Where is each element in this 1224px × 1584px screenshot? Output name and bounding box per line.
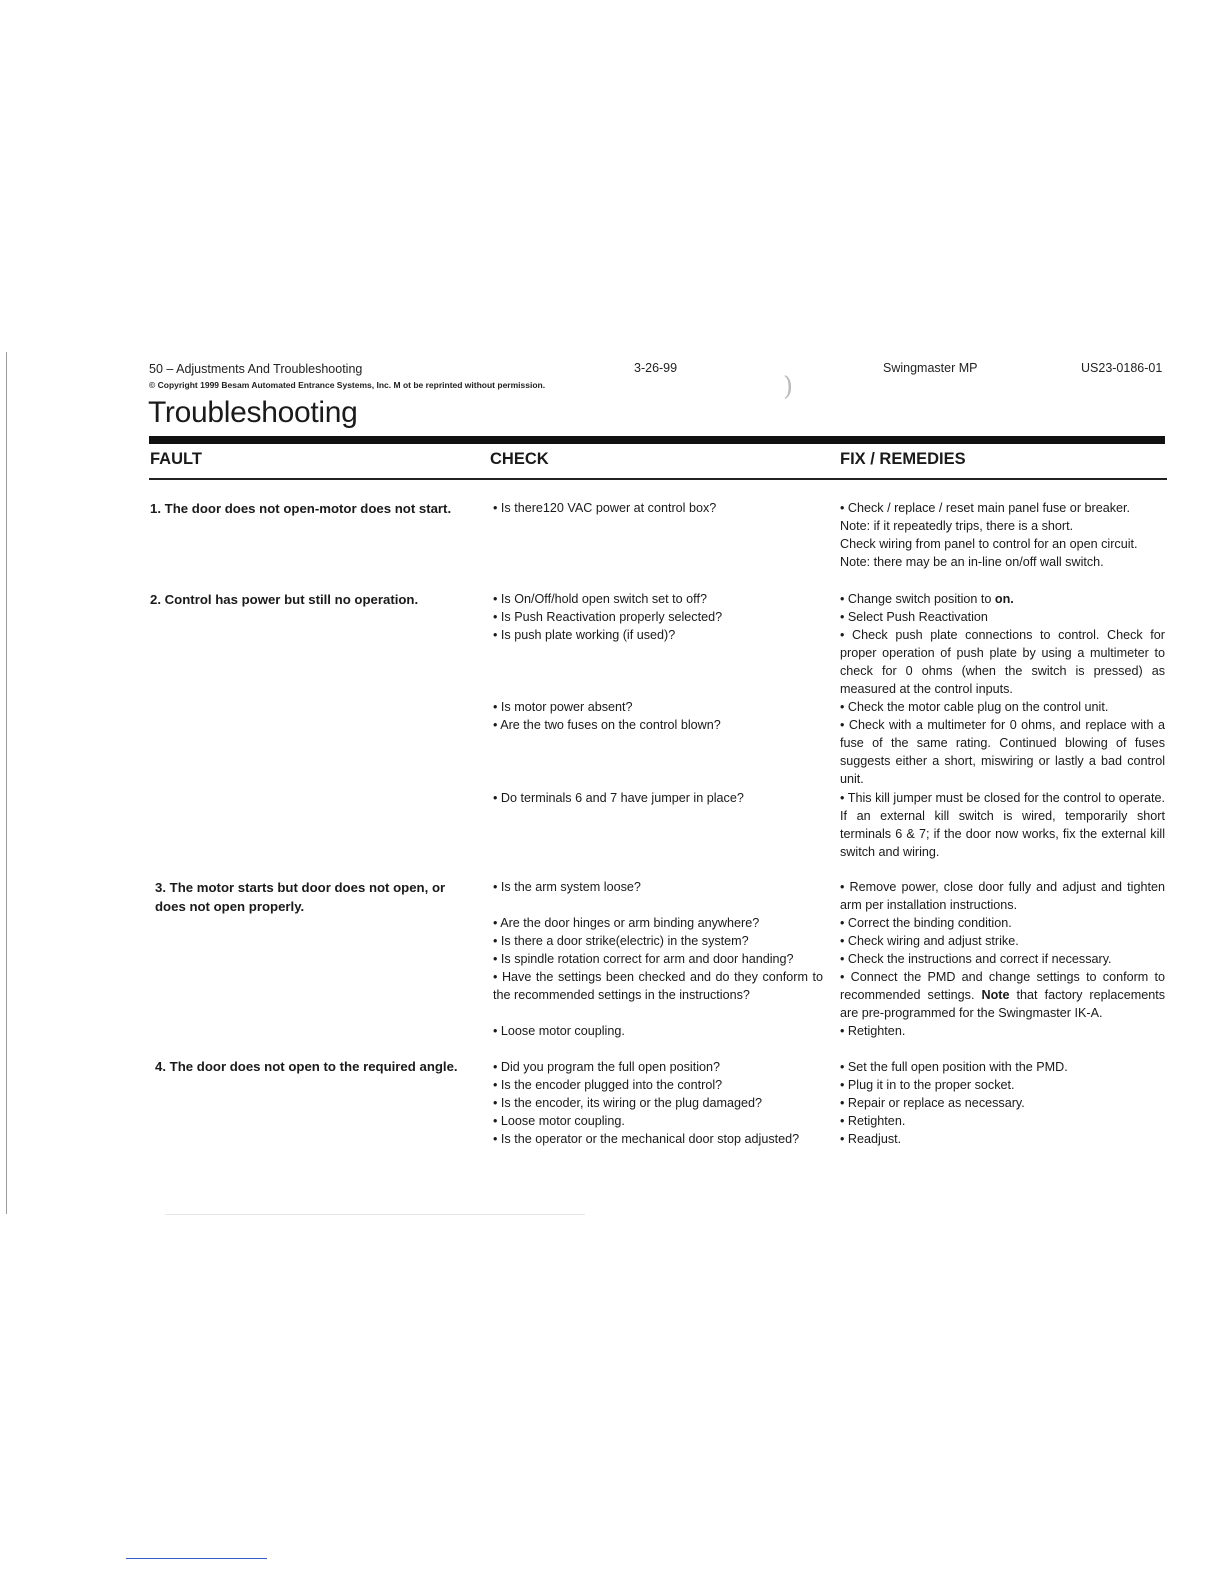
check-item: • Is spindle rotation correct for arm and door handing?: [493, 952, 794, 966]
fix-item: • Correct the binding condition.: [840, 916, 1012, 930]
fix-item: • Set the full open position with the PMD.: [840, 1060, 1068, 1074]
check-item: • Loose motor coupling.: [493, 1024, 625, 1038]
fix-item: [840, 968, 1165, 1022]
scan-bottom-line: [165, 1214, 585, 1215]
fix-item: Note: there may be an in-line on/off wall switch.: [840, 555, 1104, 569]
fix-emphasis-on: on.: [994, 592, 1014, 606]
check-item: • Is On/Off/hold open switch set to off?: [493, 592, 707, 606]
fix-item: • Remove power, close door fully and adjust and tighten arm per installation instructions.: [840, 880, 1165, 912]
fix-item: • Plug it in to the proper socket.: [840, 1078, 1015, 1092]
fix-item: • Check with a multimeter for 0 ohms, and replace with a fuse of the same rating. Continued blowing of fuses suggests either a short, miswiring or lastly a bad control unit.: [840, 718, 1165, 786]
check-item: • Is there120 VAC power at control box?: [493, 501, 717, 515]
header-doc-number: US23-0186-01: [1081, 361, 1163, 375]
column-header-fault: FAULT: [150, 450, 202, 468]
check-item: • Did you program the full open position?: [493, 1060, 721, 1074]
fix-item: [840, 590, 1165, 608]
fault-2: 2. Control has power but still no operation.: [150, 592, 419, 607]
fix-item: • This kill jumper must be closed for the control to operate. If an external kill switch is wired, temporarily short terminals 6 & 7; if the door now works, fix the external kill switch and wiring.: [840, 791, 1165, 859]
check-item: • Is push plate working (if used)?: [493, 628, 676, 642]
check-item: • Have the settings been checked and do they conform to the recommended settings in the instructions?: [493, 970, 823, 1002]
fix-text: • Change switch position to: [840, 592, 992, 606]
fix-item: Check wiring from panel to control for an open circuit.: [840, 537, 1138, 551]
check-row-2b: [493, 698, 823, 734]
title-rule: [149, 436, 1165, 444]
check-item: • Are the door hinges or arm binding anywhere?: [493, 916, 760, 930]
check-item: • Is motor power absent?: [493, 700, 633, 714]
header-date: 3-26-99: [634, 361, 678, 375]
check-row-2a: [493, 590, 823, 644]
fix-item: • Check the motor cable plug on the control unit.: [840, 700, 1109, 714]
page-title: Troubleshooting: [148, 396, 358, 429]
check-item: • Is the encoder, its wiring or the plug damaged?: [493, 1096, 763, 1110]
fix-item: • Readjust.: [840, 1132, 902, 1146]
copyright-notice: © Copyright 1999 Besam Automated Entrance Systems, Inc. M ot be reprinted without permission.: [149, 380, 546, 390]
fix-item: • Retighten.: [840, 1024, 906, 1038]
fix-item: • Repair or replace as necessary.: [840, 1096, 1025, 1110]
check-row-1: [493, 499, 823, 517]
check-item: • Is Push Reactivation properly selected?: [493, 610, 723, 624]
check-row-4: [493, 1058, 823, 1148]
fault-1: 1. The door does not open-motor does not start.: [150, 501, 452, 516]
check-row-3b: [493, 914, 823, 1004]
check-item: • Loose motor coupling.: [493, 1114, 625, 1128]
fault-4: 4. The door does not open to the required angle.: [155, 1059, 458, 1074]
fix-item: • Check the instructions and correct if necessary.: [840, 952, 1112, 966]
fix-item: Note: if it repeatedly trips, there is a short.: [840, 519, 1074, 533]
fix-item: • Check wiring and adjust strike.: [840, 934, 1019, 948]
check-row-2c: [493, 789, 823, 807]
check-item: • Is the operator or the mechanical door stop adjusted?: [493, 1132, 800, 1146]
header-underline: [149, 478, 1167, 480]
footer-link-underline: [126, 1558, 267, 1559]
fix-row-3a: [840, 878, 1165, 1040]
check-item: • Are the two fuses on the control blown?: [493, 718, 721, 732]
check-item: • Do terminals 6 and 7 have jumper in place?: [493, 791, 744, 805]
header-section: 50 – Adjustments And Troubleshooting: [149, 362, 363, 376]
scan-edge-line: [6, 352, 7, 1214]
fix-row-2a: [840, 590, 1165, 698]
fix-row-1: [840, 499, 1165, 571]
fix-item: • Check push plate connections to control. Check for proper operation of push plate by using a multimeter to check for 0 ohms (when the switch is pressed) as measured at the control inputs.: [840, 628, 1165, 696]
check-item: • Is the encoder plugged into the control?: [493, 1078, 723, 1092]
fix-item: • Retighten.: [840, 1114, 906, 1128]
fault-3: 3. The motor starts but door does not open, or does not open properly.: [155, 880, 446, 914]
header-product: Swingmaster MP: [883, 361, 978, 375]
fix-text: that factory replacements are pre-programmed for the Swingmaster IK-A.: [840, 988, 1166, 1020]
column-header-fix: FIX / REMEDIES: [840, 450, 966, 468]
fix-row-4: [840, 1058, 1165, 1148]
fix-row-2c: [840, 789, 1165, 861]
fix-item: • Check / replace / reset main panel fuse or breaker.: [840, 501, 1131, 515]
check-item: • Is the arm system loose?: [493, 880, 641, 894]
scan-artifact-mark: ): [783, 372, 794, 402]
fix-emphasis-note: Note: [981, 988, 1010, 1002]
column-header-check: CHECK: [490, 450, 549, 468]
check-item: • Is there a door strike(electric) in the system?: [493, 934, 749, 948]
check-row-3c: [493, 1022, 823, 1040]
fix-item: • Select Push Reactivation: [840, 610, 988, 624]
check-row-3a: [493, 878, 823, 896]
fix-text: • Connect the PMD and change settings to conform to recommended settings.: [840, 970, 1165, 1002]
fix-row-2b: [840, 698, 1165, 788]
